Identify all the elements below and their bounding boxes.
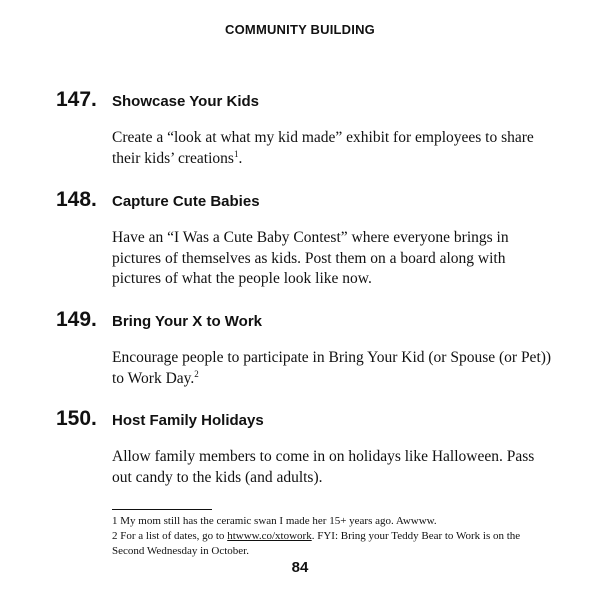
- tip-title: Bring Your X to Work: [112, 313, 263, 330]
- footnote-ref-1: 1: [233, 148, 239, 159]
- tip-body-text: Encourage people to participate in Bring Your Kid (or Spouse (or Pet)) to Work Day.: [112, 349, 552, 387]
- tip-body: Have an “I Was a Cute Baby Contest” where everyone brings in pictures of themselves as kids. Post them on a board along with pictures of what the people look like now.: [112, 229, 509, 287]
- tip-heading: [56, 188, 556, 212]
- tip-150: [56, 407, 556, 488]
- tip-body-tail: .: [238, 149, 243, 167]
- footnote-2-prefix: 2 For a list of dates, go to: [112, 530, 228, 542]
- tip-number: 150.: [56, 407, 97, 430]
- tip-number: 148.: [56, 188, 97, 211]
- footnotes: [112, 514, 552, 559]
- footnote-1: 1 My mom still has the ceramic swan I made her 15+ years ago. Awwww.: [112, 515, 437, 527]
- footnote-2: [112, 529, 552, 559]
- tip-body: [112, 348, 552, 389]
- footnote-divider: [112, 509, 212, 510]
- tip-title: Capture Cute Babies: [112, 193, 260, 210]
- tip-heading: [56, 407, 556, 431]
- footnote-2-suffix: . FYI: Bring your Teddy Bear to Work is on the Second Wednesday in October.: [112, 530, 521, 557]
- tip-title: Showcase Your Kids: [112, 93, 259, 110]
- tip-number: 149.: [56, 308, 97, 331]
- tip-number: 147.: [56, 88, 97, 111]
- footnote-ref-2: 2: [194, 368, 199, 379]
- tip-147: [56, 88, 556, 169]
- page-number: 84: [291, 559, 309, 576]
- tip-body: [112, 128, 552, 169]
- tip-149: [56, 308, 556, 389]
- tip-title: Host Family Holidays: [112, 412, 264, 429]
- tip-body: Allow family members to come in on holidays like Halloween. Pass out candy to the kids (and adults).: [112, 448, 535, 486]
- tip-heading: [56, 308, 556, 332]
- tip-heading: [56, 88, 556, 112]
- running-header: COMMUNITY BUILDING: [225, 22, 375, 37]
- tip-148: [56, 188, 556, 290]
- tip-body-text: Create a “look at what my kid made” exhibit for employees to share their kids’ creations: [112, 129, 534, 167]
- footnote-2-link[interactable]: htwww.co/xtowork: [227, 530, 312, 542]
